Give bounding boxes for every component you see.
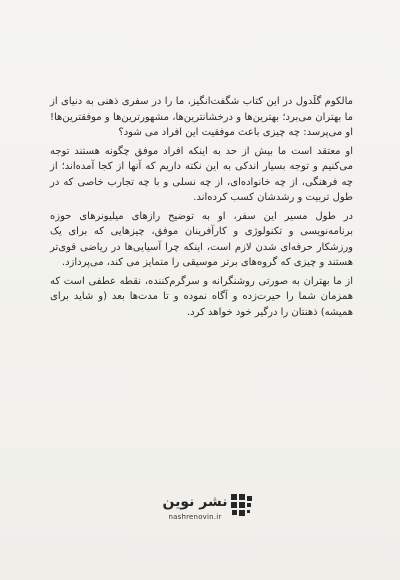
publisher-name: نشر نوین (162, 494, 228, 510)
blurb-paragraph-2: او معتقد است ما بیش از حد به اینکه افراد موفق چگونه هستند توجه می‌کنیم و توجه بسیار اندکی به این نکته داریم که آنها از کجا آمده‌اند؛ از چه فرهنگی، از چه خانواده‌ای، از چه نسلی و با چه تجارب خاصی که در طول تربیت و رشدشان کسب کرده‌اند. (50, 145, 353, 203)
publisher-logo-text (163, 492, 228, 522)
blurb-paragraph-3: در طول مسیر این سفر، او به توضیح رازهای میلیونرهای حوزه برنامه‌نویسی و تکنولوژی و کارآفرینان موفق، چیزهایی که برای یک ورزشکار حرفه‌ای شدن لازم است، اینکه چرا آسیایی‌ها در ریاضی قوی‌تر هستند و چیزی که گروه‌های برتر موسیقی را متمایز می کند، می‌پردازد. (50, 210, 353, 268)
blurb-paragraph-1: مالکوم گلَدول در این کتاب شگفت‌انگیز، ما را در سفری ذهنی به دنیای از ما بهتران می‌برد؛ بهترین‌ها و درخشانترین‌ها، مشهورترین‌ها و موفقترین‌ها! او می‌پرسد: چه چیزی باعث موفقیت این افراد می شود؟ (50, 96, 353, 138)
publisher-logo-icon (231, 494, 253, 516)
publisher-logo (158, 492, 258, 532)
blurb-text (50, 94, 353, 323)
publisher-website: nashrenovin.ir (168, 513, 222, 521)
blurb-paragraph-4: از ما بهتران به صورتی روشنگرانه و سرگرم‌کننده، نقطه عطفی است که همزمان شما را حیرت‌زده و آگاه نموده و تا مدت‌ها بعد (و شاید برای همیشه) ذهنتان را درگیر خود خواهد کرد. (50, 275, 353, 318)
